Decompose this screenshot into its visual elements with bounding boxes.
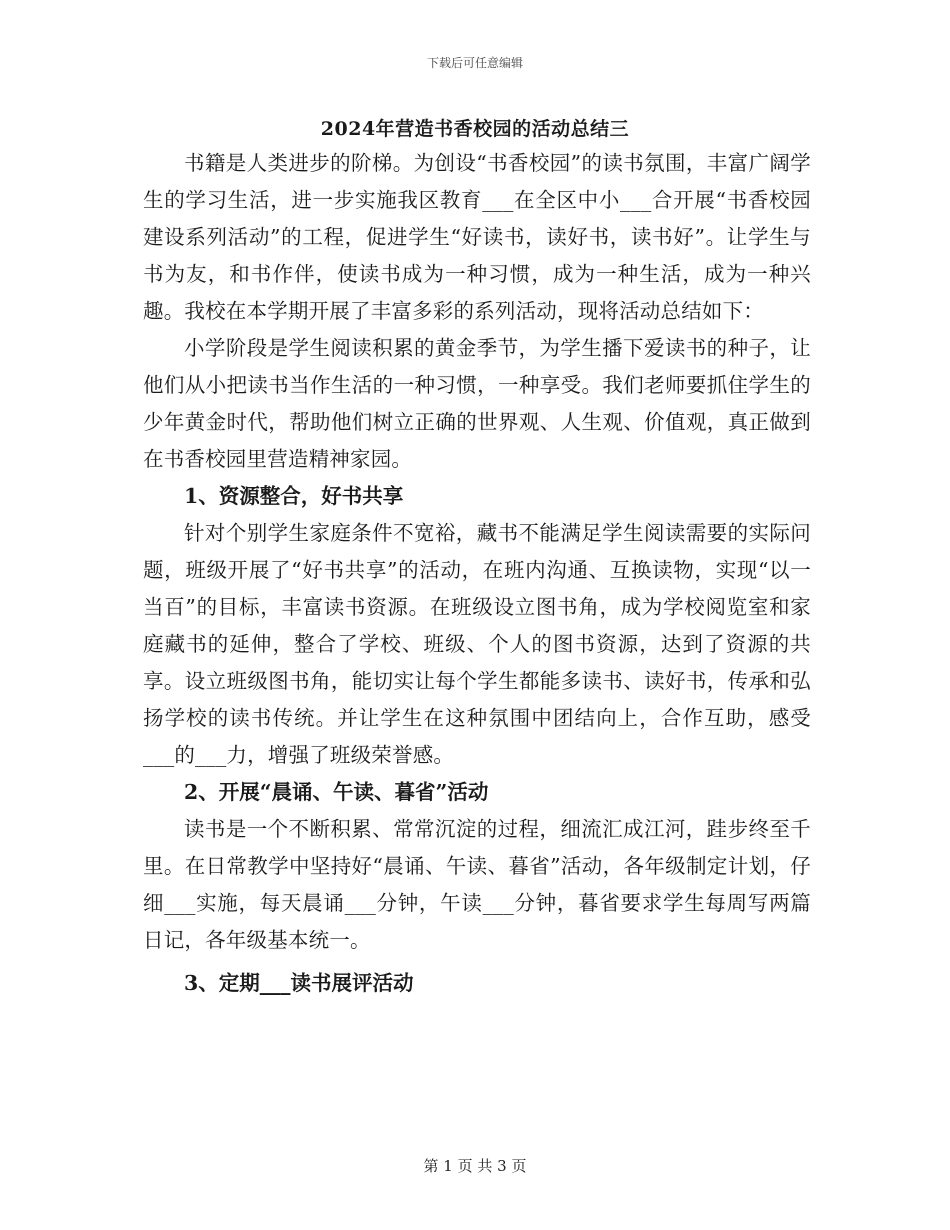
document-title: 2024年营造书香校园的活动总结三 bbox=[320, 118, 630, 140]
section3-heading: 3、定期___读书展评活动 bbox=[184, 971, 414, 995]
intro-paragraph: 书籍是人类进步的阶梯。为创设“书香校园”的读书氛围，丰富广阔学生的学习生活，进一步实施我区教育___在全区中小___合开展“书香校园建设系列活动”的工程，促进学生“好读书，读好书，读书好”。让学生与书为友，和书作伴，使读书成为一种习惯，成为一种生活，成为一种兴趣。我校在本学期开展了丰富多彩的系列活动，现将活动总结如下： bbox=[143, 151, 811, 323]
section2-heading: 2、开展“晨诵、午读、暮省”活动 bbox=[184, 780, 489, 804]
section2-paragraph: 读书是一个不断积累、常常沉淀的过程，细流汇成江河，跬步终至千里。在日常教学中坚持好“晨诵、午读、暮省”活动，各年级制定计划，仔细___实施，每天晨诵___分钟，午读___分钟，暮省要求学生每周写两篇日记，各年级基本统一。 bbox=[143, 817, 811, 952]
header-note: 下载后可任意编辑 bbox=[426, 56, 523, 70]
document-body bbox=[143, 145, 811, 1002]
section1-heading: 1、资源整合，好书共享 bbox=[184, 484, 404, 508]
purpose-paragraph: 小学阶段是学生阅读积累的黄金季节，为学生播下爱读书的种子，让他们从小把读书当作生活的一种习惯，一种享受。我们老师要抓住学生的少年黄金时代，帮助他们树立正确的世界观、人生观、价值观，真正做到在书香校园里营造精神家园。 bbox=[143, 336, 811, 471]
page-footer: 第 1 页 共 3 页 bbox=[423, 1157, 527, 1175]
section1-paragraph: 针对个别学生家庭条件不宽裕，藏书不能满足学生阅读需要的实际问题，班级开展了“好书共享”的活动，在班内沟通、互换读物，实现“以一当百”的目标，丰富读书资源。在班级设立图书角，成为学校阅览室和家庭藏书的延伸，整合了学校、班级、个人的图书资源，达到了资源的共享。设立班级图书角，能切实让每个学生都能多读书、读好书，传承和弘扬学校的读书传统。并让学生在这种氛围中团结向上，合作互助，感受___的___力，增强了班级荣誉感。 bbox=[143, 521, 811, 767]
